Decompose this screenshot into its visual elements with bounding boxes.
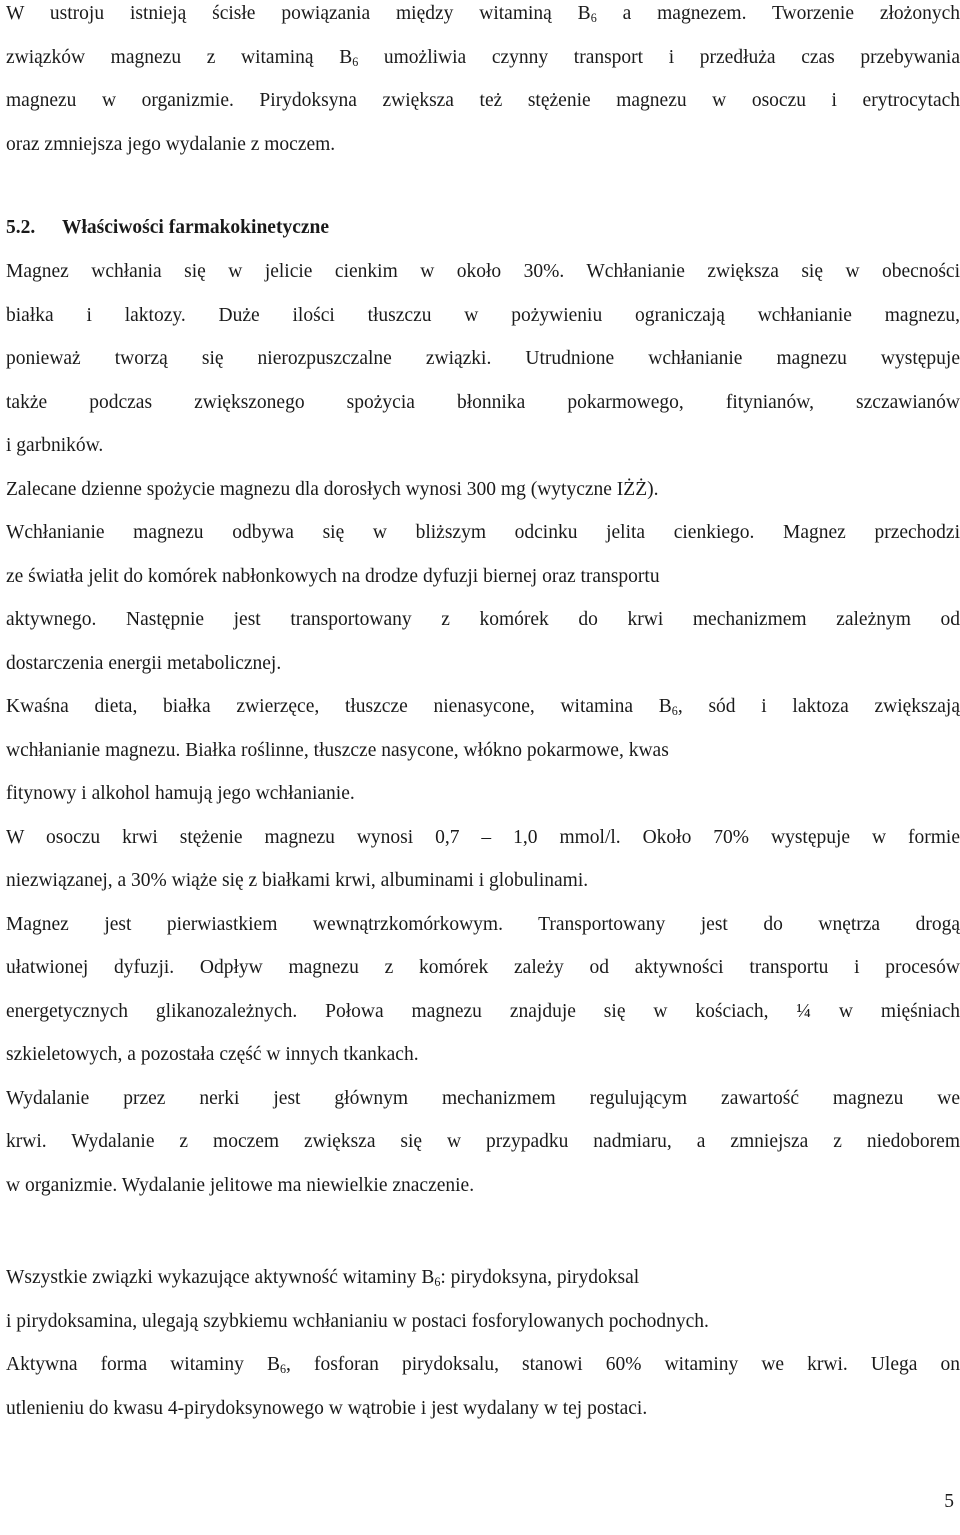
- text-line: Magnez jest pierwiastkiem wewnątrzkomórkowym. Transportowany jest do wnętrza drogą: [6, 913, 960, 935]
- text-line: Magnez wchłania się w jelicie cienkim w około 30%. Wchłanianie zwiększa się w obecności: [6, 261, 960, 282]
- page-number: 5: [944, 1491, 954, 1512]
- text-line: Wszystkie związki wykazujące aktywność witaminy $B_6$: pirydoksyna, pirydoksal: [6, 1267, 640, 1290]
- text-line: krwi. Wydalanie z moczem zwiększa się w przypadku nadmiaru, a zmniejsza z niedoborem: [6, 1131, 960, 1152]
- text-line: oraz zmniejsza jego wydalanie z moczem.: [6, 133, 336, 155]
- text-line: Wydalanie przez nerki jest głównym mechanizmem regulującym zawartość magnezu we: [6, 1087, 960, 1109]
- text-line: białka i laktozy. Duże ilości tłuszczu w pożywieniu ograniczają wchłanianie magnezu,: [6, 304, 960, 326]
- text-line: Aktywna forma witaminy $B_6$, fosforan pirydoksalu, stanowi 60% witaminy we krwi. Ulega on: [6, 1354, 960, 1377]
- section-number: 5.2.: [6, 217, 36, 238]
- text-line: także podczas zwiększonego spożycia błonnika pokarmowego, fitynianów, szczawianów: [6, 391, 960, 413]
- text-line: szkieletowych, a pozostała część w innych tkankach.: [6, 1044, 419, 1065]
- text-line: wchłanianie magnezu. Białka roślinne, tłuszcze nasycone, włókno pokarmowe, kwas: [6, 739, 669, 761]
- paragraph-pharmacokinetics: [6, 250, 960, 1207]
- text-line: utlenieniu do kwasu 4-pirydoksynowego w wątrobie i jest wydalany w tej postaci.: [6, 1397, 648, 1419]
- text-line: W osoczu krwi stężenie magnezu wynosi 0,7 – 1,0 mmol/l. Około 70% występuje w formie: [6, 826, 960, 848]
- text-line: związków magnezu z witaminą $B_6$ umożliwia czynny transport i przedłuża czas przebywania: [6, 46, 960, 69]
- text-line: ułatwionej dyfuzji. Odpływ magnezu z komórek zależy od aktywności transportu i procesów: [6, 957, 960, 978]
- text-line: niezwiązanej, a 30% wiąże się z białkami krwi, albuminami i globulinami.: [6, 870, 589, 891]
- text-line: i pirydoksamina, ulegają szybkiemu wchłanianiu w postaci fosforylowanych pochodnych.: [6, 1310, 709, 1332]
- text-line: i garbników.: [6, 435, 104, 456]
- text-line: Zalecane dzienne spożycie magnezu dla dorosłych wynosi 300 mg (wytyczne IŻŻ).: [6, 478, 659, 500]
- text-line: magnezu w organizmie. Pirydoksyna zwiększa też stężenie magnezu w osoczu i erytrocytach: [6, 90, 960, 111]
- document-page: [6, 0, 960, 1535]
- section-heading: [6, 206, 329, 250]
- text-line: W ustroju istnieją ścisłe powiązania między witaminą $B_6$ a magnezem. Tworzenie złożonych: [6, 3, 960, 26]
- text-line: Wchłanianie magnezu odbywa się w bliższym odcinku jelita cienkiego. Magnez przechodzi: [6, 522, 960, 543]
- text-line: w organizmie. Wydalanie jelitowe ma niewielkie znaczenie.: [6, 1174, 475, 1196]
- paragraph-vitamin-b6-magnesium: [6, 0, 960, 166]
- text-line: ze światła jelit do komórek nabłonkowych na drodze dyfuzji biernej oraz transportu: [6, 565, 660, 587]
- text-line: Kwaśna dieta, białka zwierzęce, tłuszcze nienasycone, witamina $B_6$, sód i laktoza zwiększają: [6, 696, 960, 719]
- text-line: energetycznych glikanozależnych. Połowa magnezu znajduje się w kościach, ¼ w mięśniach: [6, 1000, 960, 1022]
- text-line: aktywnego. Następnie jest transportowany z komórek do krwi mechanizmem zależnym od: [6, 609, 960, 630]
- text-line: ponieważ tworzą się nierozpuszczalne związki. Utrudnione wchłanianie magnezu występuje: [6, 348, 960, 369]
- text-line: dostarczenia energii metabolicznej.: [6, 652, 282, 674]
- text-line: fitynowy i alkohol hamują jego wchłanianie.: [6, 783, 355, 804]
- section-title: Właściwości farmakokinetyczne: [62, 217, 330, 238]
- paragraph-b6-compounds: [6, 1256, 960, 1430]
